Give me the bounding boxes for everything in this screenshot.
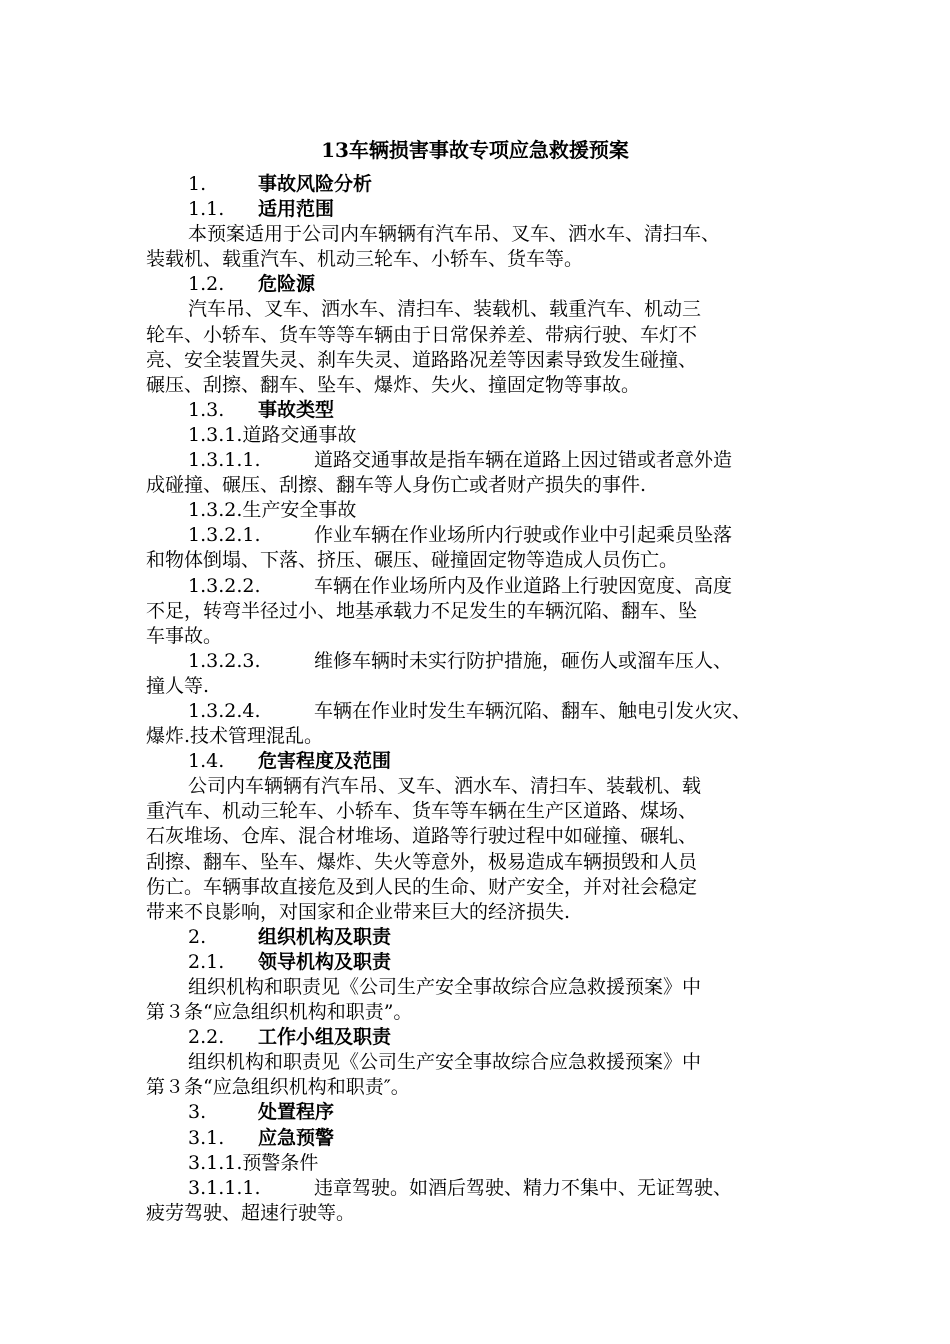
section-heading bbox=[146, 749, 816, 774]
section-heading bbox=[146, 398, 816, 423]
subsection-paragraph-line bbox=[146, 1176, 816, 1201]
paragraph-line: 车事故。 bbox=[146, 624, 223, 647]
section-number: 2.1. bbox=[188, 950, 225, 973]
paragraph-line: 和物体倒塌、下落、挤压、碾压、碰撞固定物等造成人员伤亡。 bbox=[146, 549, 679, 572]
subsection-paragraph-line bbox=[146, 574, 816, 599]
paragraph-line: 成碰撞、碾压、刮擦、翻车等人身伤亡或者财产损失的事件. bbox=[146, 474, 647, 497]
section-heading bbox=[146, 197, 816, 222]
paragraph-line: 碾压、刮擦、翻车、坠车、爆炸、失火、撞固定物等事故。 bbox=[146, 373, 641, 396]
subsection-number: 3.1.1.1. bbox=[188, 1176, 261, 1199]
paragraph-line: 石灰堆场、仓库、混合材堆场、道路等行驶过程中如碰撞、碾轧、 bbox=[146, 825, 698, 848]
paragraph-line: 本预案适用于公司内车辆辆有汽车吊、叉车、洒水车、清扫车、 bbox=[188, 223, 721, 246]
paragraph-line: 伤亡。车辆事故直接危及到人民的生命、财产安全，并对社会稳定 bbox=[146, 875, 698, 898]
subsection-text: 维修车辆时未实行防护措施，砸伤人或溜车压人、 bbox=[314, 649, 733, 672]
subsection-text: 道路交通事故是指车辆在道路上因过错或者意外造 bbox=[314, 449, 733, 472]
paragraph-line: 3.1.1.预警条件 bbox=[188, 1151, 319, 1174]
subsection-paragraph-line bbox=[146, 699, 816, 724]
subsection-text: 作业车辆在作业场所内行驶或作业中引起乘员坠落 bbox=[314, 524, 733, 547]
section-heading-text: 应急预警 bbox=[258, 1126, 335, 1149]
section-number: 1.3. bbox=[188, 398, 225, 421]
subsection-number: 1.3.1.1. bbox=[188, 449, 261, 472]
section-heading-text: 事故类型 bbox=[258, 398, 335, 421]
section-number: 1. bbox=[188, 173, 207, 195]
paragraph-line: 公司内车辆辆有汽车吊、叉车、洒水车、清扫车、装载机、载 bbox=[188, 775, 702, 798]
paragraph-line: 撞人等. bbox=[146, 674, 210, 697]
paragraph-line: 第３条“应急组织机构和职责”。 bbox=[146, 1001, 413, 1024]
paragraph-line: 重汽车、机动三轮车、小轿车、货车等车辆在生产区道路、煤场、 bbox=[146, 800, 698, 823]
section-heading-text: 组织机构及职责 bbox=[258, 925, 392, 948]
paragraph-line: 刮擦、翻车、坠车、爆炸、失火等意外，极易造成车辆损毁和人员 bbox=[146, 850, 698, 873]
section-number: 1.1. bbox=[188, 198, 225, 221]
paragraph-line: 组织机构和职责见《公司生产安全事故综合应急救援预案》中 bbox=[188, 976, 702, 998]
section-number: 2.2. bbox=[188, 1026, 225, 1049]
section-heading-text: 领导机构及职责 bbox=[258, 950, 392, 973]
subsection-text: 违章驾驶。如酒后驾驶、精力不集中、无证驾驶、 bbox=[314, 1176, 733, 1199]
section-heading bbox=[146, 1025, 816, 1050]
paragraph-line: 疲劳驾驶、超速行驶等。 bbox=[146, 1201, 356, 1224]
section-number: 3. bbox=[188, 1101, 207, 1124]
section-number: 1.2. bbox=[188, 273, 225, 296]
paragraph-line: 1.3.1.道路交通事故 bbox=[188, 423, 357, 446]
section-heading bbox=[146, 925, 816, 950]
section-heading-text: 事故风险分析 bbox=[258, 173, 373, 195]
paragraph-line: 轮车、小轿车、货车等等车辆由于日常保养差、带病行驶、车灯不 bbox=[146, 323, 698, 346]
subsection-number: 1.3.2.3. bbox=[188, 649, 261, 672]
section-heading-text: 处置程序 bbox=[258, 1101, 335, 1124]
section-heading bbox=[146, 172, 816, 197]
subsection-text: 车辆在作业时发生车辆沉陷、翻车、触电引发火灾、 bbox=[314, 699, 752, 722]
section-heading-text: 危险源 bbox=[258, 273, 316, 296]
subsection-paragraph-line bbox=[146, 649, 816, 674]
section-heading bbox=[146, 272, 816, 297]
paragraph-line: 不足，转弯半径过小、地基承载力不足发生的车辆沉陷、翻车、坠 bbox=[146, 599, 698, 622]
document-body bbox=[146, 172, 816, 1226]
paragraph-line: 装载机、载重汽车、机动三轮车、小轿车、货车等。 bbox=[146, 248, 584, 271]
section-heading-text: 工作小组及职责 bbox=[258, 1026, 392, 1049]
section-heading bbox=[146, 1126, 816, 1151]
subsection-number: 1.3.2.4. bbox=[188, 699, 261, 722]
section-number: 1.4. bbox=[188, 750, 225, 773]
subsection-text: 车辆在作业场所内及作业道路上行驶因宽度、高度 bbox=[314, 574, 733, 597]
section-number: 2. bbox=[188, 925, 207, 948]
paragraph-line: 组织机构和职责见《公司生产安全事故综合应急救援预案》中 bbox=[188, 1051, 702, 1074]
paragraph-line: 带来不良影响，对国家和企业带来巨大的经济损失. bbox=[146, 900, 571, 923]
section-heading bbox=[146, 1100, 816, 1125]
paragraph-line: 爆炸.技术管理混乱。 bbox=[146, 725, 324, 748]
document-title: 13车辆损害事故专项应急救援预案 bbox=[321, 138, 629, 162]
section-heading bbox=[146, 950, 816, 975]
subsection-number: 1.3.2.1. bbox=[188, 524, 261, 547]
paragraph-line: 汽车吊、叉车、洒水车、清扫车、装载机、载重汽车、机动三 bbox=[188, 298, 702, 321]
subsection-paragraph-line bbox=[146, 523, 816, 548]
paragraph-line: 亮、安全装置失灵、刹车失灵、道路路况差等因素导致发生碰撞、 bbox=[146, 348, 698, 371]
section-heading-text: 适用范围 bbox=[258, 198, 335, 221]
section-heading-text: 危害程度及范围 bbox=[258, 750, 392, 773]
section-number: 3.1. bbox=[188, 1126, 225, 1149]
paragraph-line: 第３条“应急组织机构和职责″。 bbox=[146, 1076, 410, 1099]
subsection-paragraph-line bbox=[146, 448, 816, 473]
subsection-number: 1.3.2.2. bbox=[188, 574, 261, 597]
paragraph-line: 1.3.2.生产安全事故 bbox=[188, 499, 357, 522]
